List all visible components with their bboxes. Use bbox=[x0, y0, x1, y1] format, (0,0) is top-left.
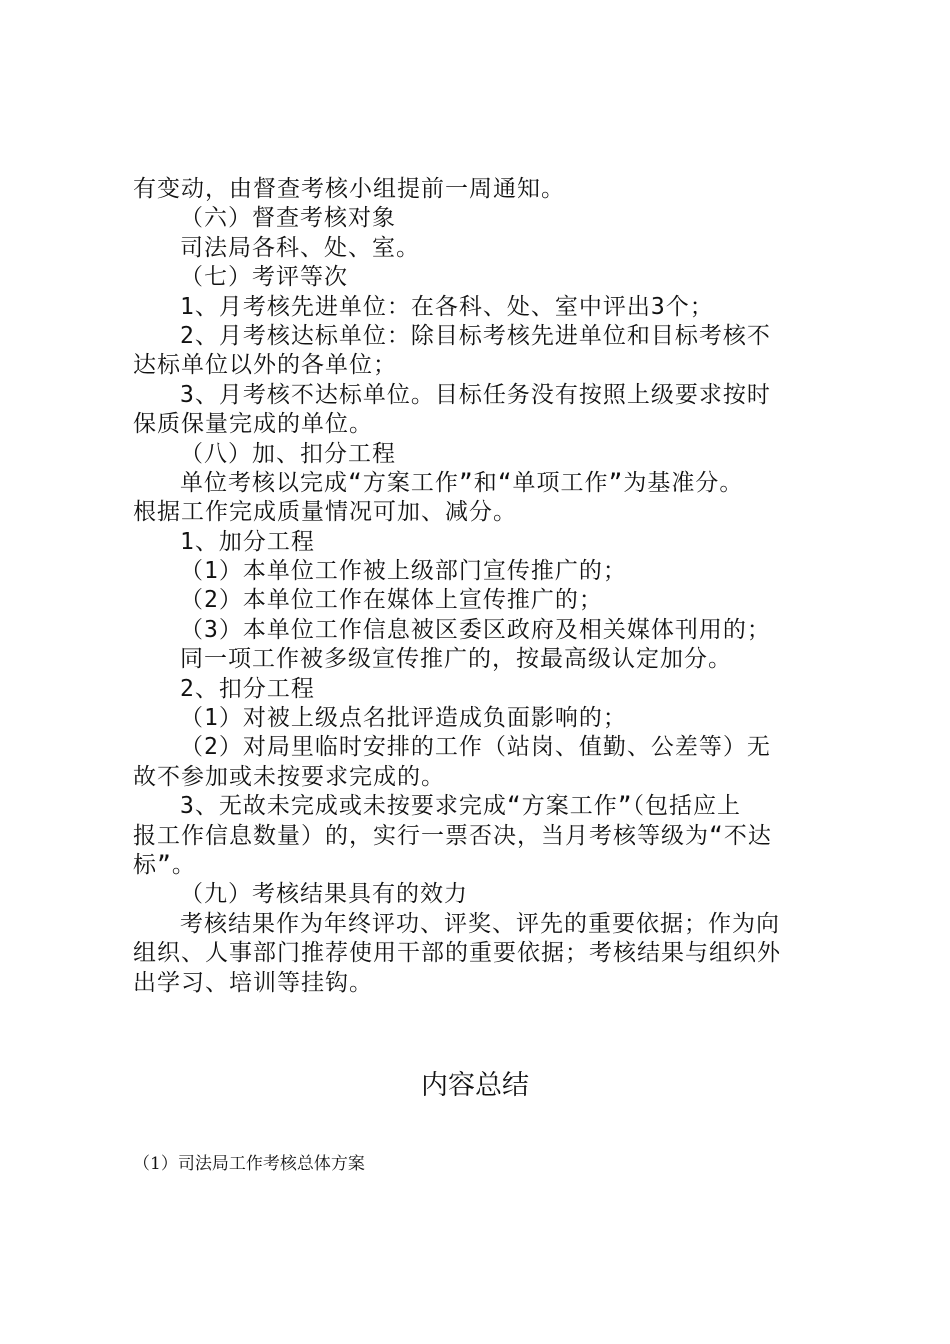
section-heading: （八）加、扣分工程 bbox=[180, 440, 396, 467]
body-line: 同一项工作被多级宣传推广的，按最高级认定加分。 bbox=[180, 646, 732, 673]
body-line: 出学习、培训等挂钩。 bbox=[133, 969, 373, 996]
summary-item: （1）司法局工作考核总体方案 bbox=[133, 1154, 365, 1174]
body-line: 有变动，由督查考核小组提前一周通知。 bbox=[133, 176, 565, 202]
body-line: 1、加分工程 bbox=[180, 528, 315, 555]
body-line: 单位考核以完成“方案工作”和“单项工作”为基准分。 bbox=[180, 469, 744, 496]
body-line: （2）本单位工作在媒体上宣传推广的； bbox=[180, 587, 603, 614]
body-line: 报工作信息数量）的，实行一票否决，当月考核等级为“不达 bbox=[133, 822, 772, 849]
body-line: 2、扣分工程 bbox=[180, 675, 315, 702]
body-line: 故不参加或未按要求完成的。 bbox=[133, 763, 445, 790]
body-line: 3、月考核不达标单位。目标任务没有按照上级要求按时 bbox=[180, 381, 771, 408]
summary-title: 内容总结 bbox=[421, 1070, 529, 1101]
body-line: （1）本单位工作被上级部门宣传推广的； bbox=[180, 558, 627, 585]
body-line: 达标单位以外的各单位； bbox=[133, 352, 397, 379]
section-heading: （九）考核结果具有的效力 bbox=[180, 881, 468, 908]
body-line: 保质保量完成的单位。 bbox=[133, 411, 373, 438]
body-line: 考核结果作为年终评功、评奖、评先的重要依据；作为向 bbox=[180, 910, 780, 937]
body-line: 1、月考核先进单位：在各科、处、室中评出3个； bbox=[180, 293, 714, 320]
body-line: 司法局各科、处、室。 bbox=[180, 234, 420, 261]
body-line: （2）对局里临时安排的工作（站岗、值勤、公差等）无 bbox=[180, 734, 771, 761]
body-line: 根据工作完成质量情况可加、减分。 bbox=[133, 499, 517, 526]
body-line: 组织、人事部门推荐使用干部的重要依据；考核结果与组织外 bbox=[133, 940, 781, 967]
section-heading: （七）考评等次 bbox=[180, 264, 348, 291]
body-line: 3、无故未完成或未按要求完成“方案工作”（包括应上 bbox=[180, 793, 742, 820]
body-line: 2、月考核达标单位：除目标考核先进单位和目标考核不 bbox=[180, 322, 771, 349]
body-line: （1）对被上级点名批评造成负面影响的； bbox=[180, 705, 627, 732]
section-heading: （六）督查考核对象 bbox=[180, 205, 396, 232]
body-line: 标”。 bbox=[133, 851, 196, 878]
body-line: （3）本单位工作信息被区委区政府及相关媒体刊用的； bbox=[180, 616, 771, 643]
document-body bbox=[133, 175, 823, 998]
